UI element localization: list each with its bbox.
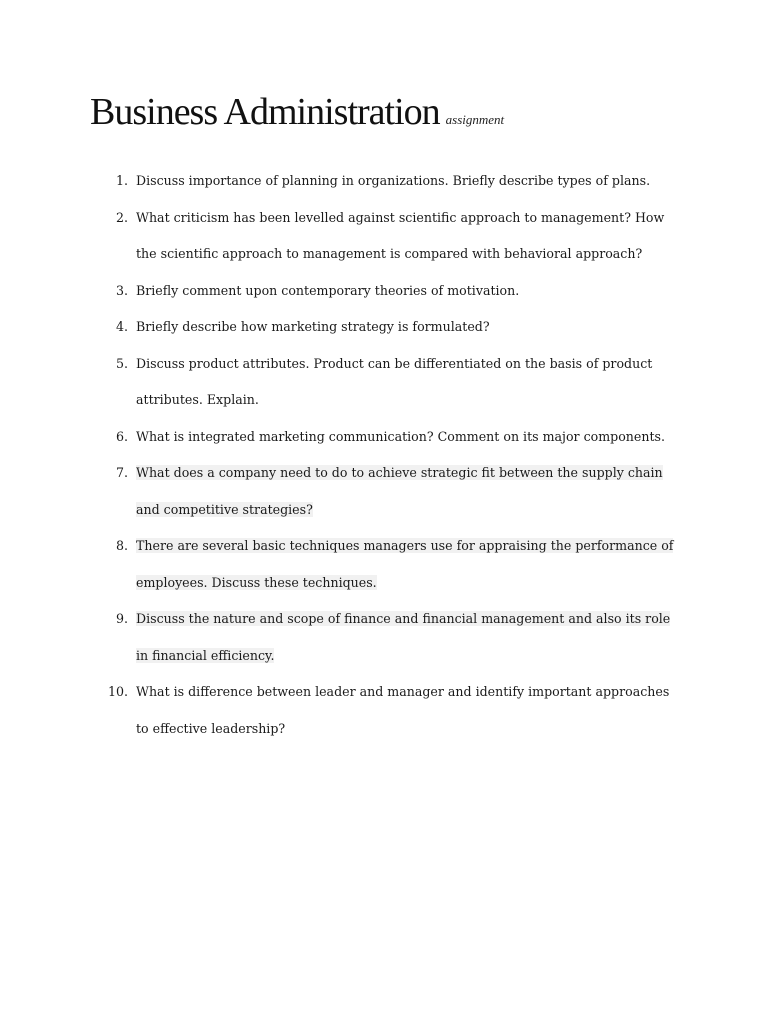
question-item [0,200,768,273]
question-line: Discuss the nature and scope of finance and financial management and also its role [136,611,671,626]
question-item [0,455,768,528]
question-number: 1. [115,173,128,188]
question-line: What is difference between leader and manager and identify important approaches [136,684,670,699]
question-number: 6. [115,428,128,444]
question-text [136,346,676,419]
question-line: Briefly comment upon contemporary theories of motivation. [136,282,520,298]
question-item [0,601,768,674]
question-text [136,601,676,674]
question-item [0,273,768,310]
question-text [136,455,676,528]
question-item [0,528,768,601]
question-list [0,163,768,747]
document-subtitle: assignment [445,112,505,127]
question-text [136,674,676,747]
question-line: to effective leadership? [136,720,286,736]
question-line: What does a company need to do to achieve strategic fit between the supply chain [136,465,663,480]
question-item [0,309,768,346]
question-text [136,163,676,200]
question-text [136,200,676,273]
question-line: and competitive strategies? [136,501,313,517]
question-line: Discuss product attributes. Product can be differentiated on the basis of product [136,355,653,371]
question-text [136,273,676,310]
question-number: 7. [115,465,128,480]
question-number: 9. [115,611,128,626]
question-line: What criticism has been levelled against scientific approach to management? How [136,209,665,225]
question-text [136,419,676,456]
question-number: 4. [115,319,128,334]
question-item [0,163,768,200]
title-row [90,90,504,134]
question-item [0,674,768,747]
question-number: 3. [115,282,128,298]
question-text [136,309,676,346]
question-line: What is integrated marketing communication? Comment on its major components. [136,428,665,444]
question-line: employees. Discuss these techniques. [136,574,377,590]
question-text [136,528,676,601]
question-number: 2. [115,209,128,225]
question-line: Discuss importance of planning in organizations. Briefly describe types of plans. [136,173,651,188]
question-item [0,419,768,456]
question-line: the scientific approach to management is compared with behavioral approach? [136,246,643,261]
question-item [0,346,768,419]
question-number: 10. [107,684,128,699]
question-line: in financial efficiency. [136,647,275,663]
question-number: 8. [115,538,128,553]
question-line: Briefly describe how marketing strategy is formulated? [136,319,490,334]
question-line: There are several basic techniques managers use for appraising the performance of [136,538,674,553]
question-number: 5. [115,355,128,371]
document-title: Business Administration [90,91,440,133]
question-line: attributes. Explain. [136,392,259,407]
